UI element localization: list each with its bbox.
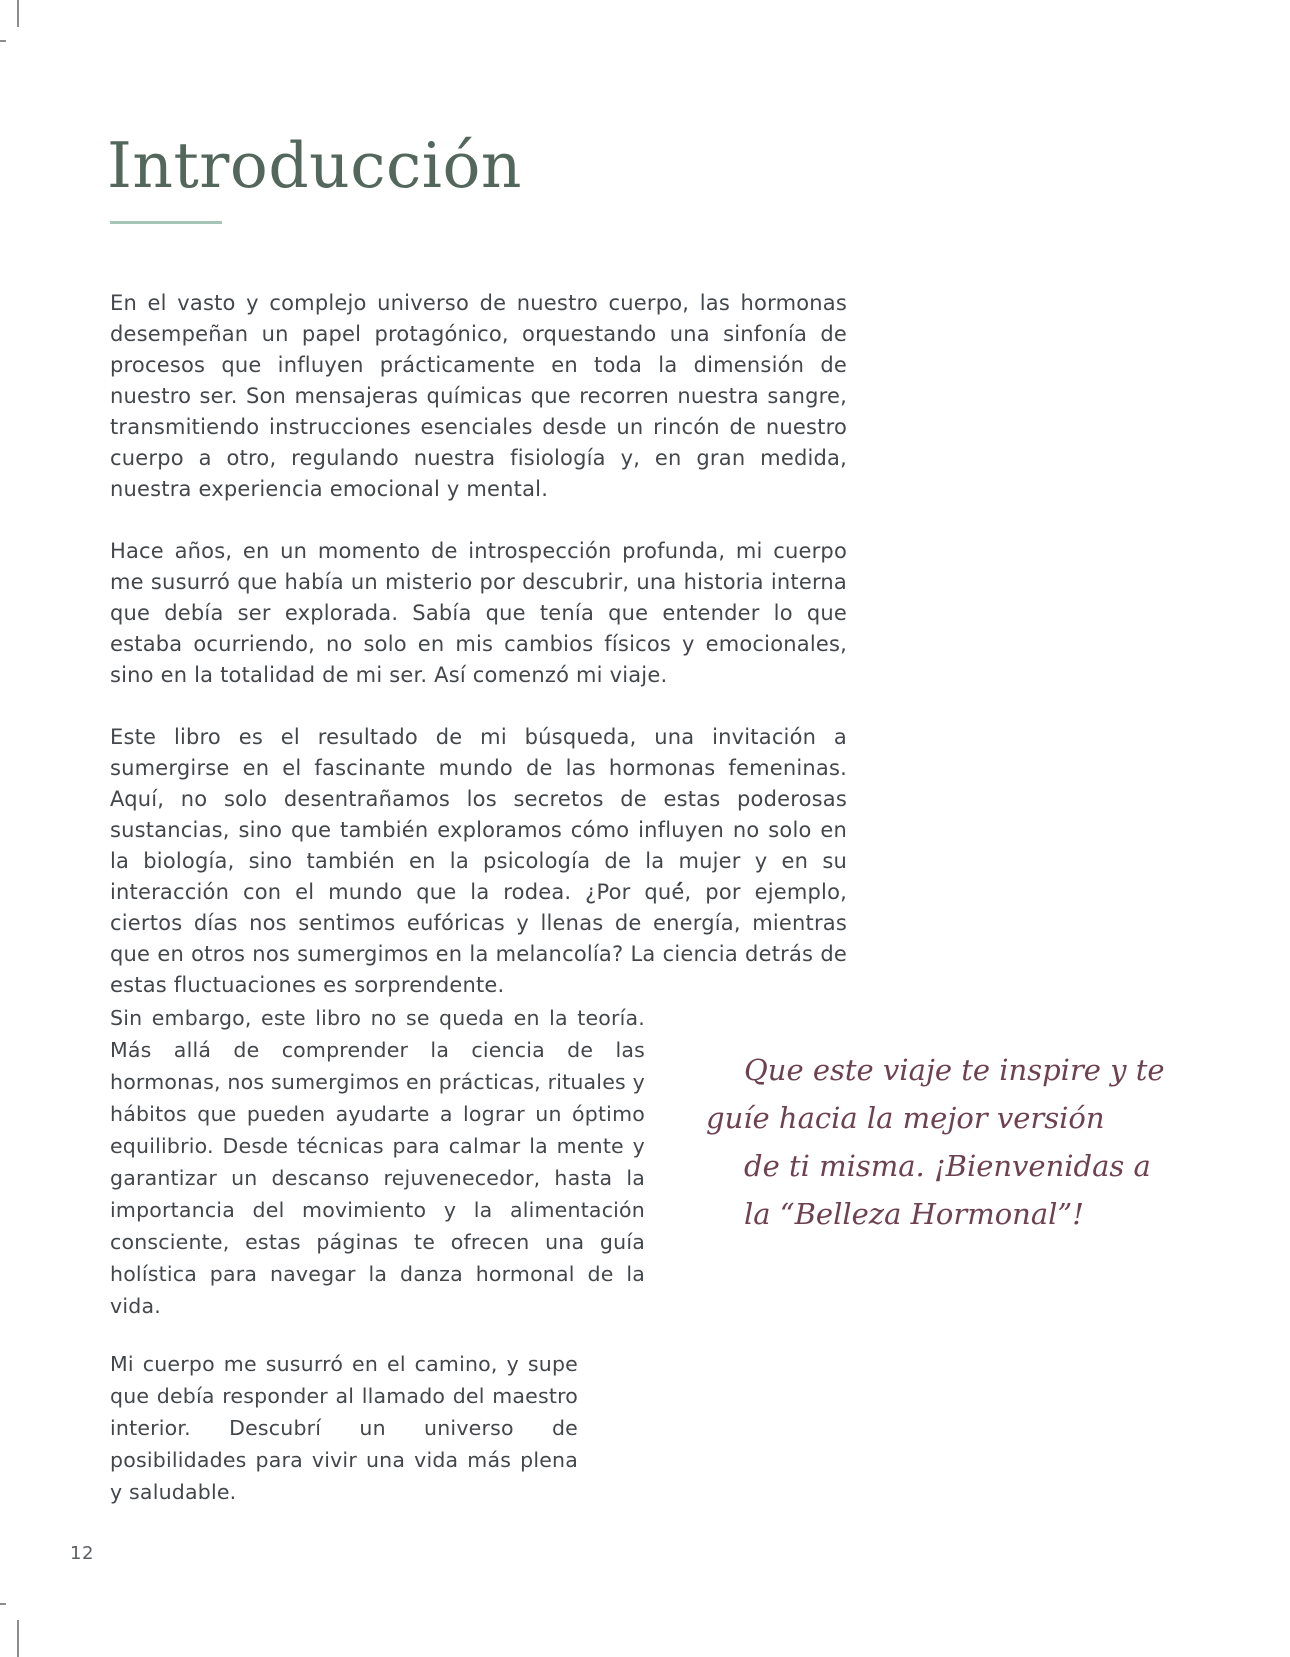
paragraph-5: Mi cuerpo me susurró en el camino, y supe que debía responder al llamado del maestro interior. Descubrí un universo de posibilidades para vivir una vida más plena y saludable. [110,1352,578,1504]
crop-mark-bottom-vertical [17,1620,19,1657]
body-column-narrow [110,1002,645,1508]
pull-quote-line: de ti misma. ¡Bienvenidas a [744,1149,1151,1183]
paragraph-2: Hace años, en un momento de introspección profunda, mi cuerpo me susurró que había un misterio por descubrir, una historia interna que debía ser explorada. Sabía que tenía que entender lo que estaba ocurriendo, no solo en mis cambios físicos y emocionales, sino en la totalidad de mi ser. Así comenzó mi viaje. [110,539,847,687]
chapter-title: Introducción [107,129,522,202]
crop-mark-bottom-horizontal [0,1603,6,1605]
page-number: 12 [70,1543,94,1564]
paragraph-4: Sin embargo, este libro no se queda en la teoría. Más allá de comprender la ciencia de las hormonas, nos sumergimos en prácticas, rituales y hábitos que pueden ayudarte a lograr un óptimo equilibrio. Desde técnicas para calmar la mente y garantizar un descanso rejuvenecedor, hasta la importancia del movimiento y la alimentación consciente, estas páginas te ofrecen una guía holística para navegar la danza hormonal de la vida. [110,1006,645,1318]
pull-quote-line: la “Belleza Hormonal”! [744,1197,1084,1231]
pull-quote-line: Que este viaje te inspire y te [744,1053,1165,1087]
pull-quote [706,1046,1165,1238]
pull-quote-line: guíe hacia la mejor versión [706,1101,1105,1135]
crop-mark-top-horizontal [0,40,6,42]
crop-mark-top-vertical [17,0,19,27]
paragraph-3: Este libro es el resultado de mi búsqueda, una invitación a sumergirse en el fascinante mundo de las hormonas femeninas. Aquí, no solo desentrañamos los secretos de estas poderosas sustancias, sino que también exploramos cómo influyen no solo en la biología, sino también en la psicología de la mujer y en su interacción con el mundo que la rodea. ¿Por qué́, por ejemplo, ciertos días nos sentimos eufóricas y llenas de energía, mientras que en otros nos sumergimos en la melancolía? La ciencia detrás de estas fluctuaciones es sorprendente. [110,725,847,997]
title-underline-decoration [110,221,222,224]
body-column-wide [110,288,847,1001]
paragraph-1: En el vasto y complejo universo de nuestro cuerpo, las hormonas desempeñan un papel protagónico, orquestando una sinfonía de procesos que influyen prácticamente en toda la dimensión de nuestro ser. Son mensajeras químicas que recorren nuestra sangre, transmitiendo instrucciones esenciales desde un rincón de nuestro cuerpo a otro, regulando nuestra fisiología y, en gran medida, nuestra experiencia emocional y mental. [110,291,847,501]
